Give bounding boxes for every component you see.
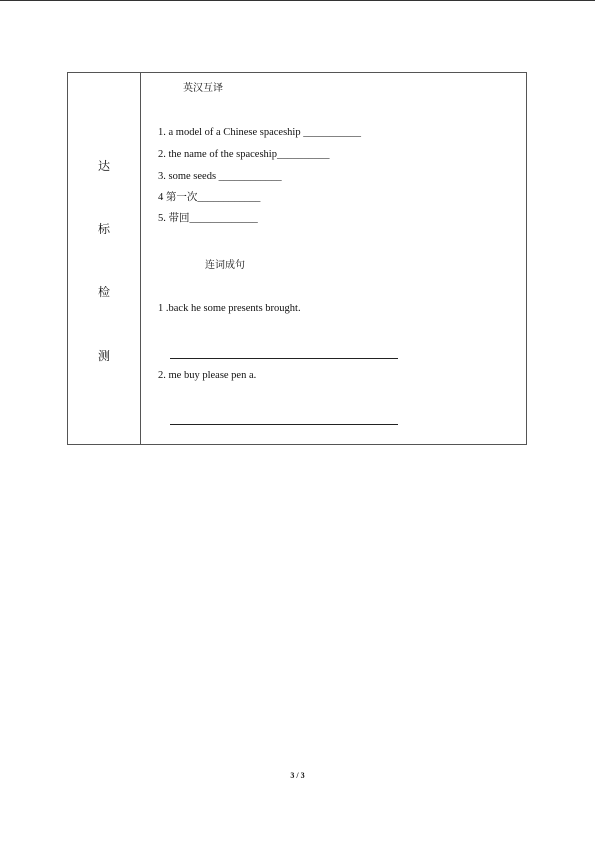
section-heading-translation: 英汉互译 (183, 83, 223, 94)
worksheet-table (67, 72, 527, 445)
page-number: 3 / 3 (290, 771, 305, 780)
translation-item-4: 4 第一次____________ (158, 192, 261, 203)
top-border-rule (0, 0, 595, 1)
sentence-item-1: 1 .back he some presents brought. (158, 303, 301, 314)
side-label-char-2: 标 (97, 222, 110, 236)
sentence-item-2: 2. me buy please pen a. (158, 370, 257, 381)
answer-line-2 (170, 424, 398, 425)
column-divider (140, 73, 141, 444)
translation-item-1: 1. a model of a Chinese spaceship ___________ (158, 127, 361, 138)
section-heading-sentence-building: 连词成句 (205, 260, 245, 271)
translation-item-3: 3. some seeds ____________ (158, 171, 282, 182)
translation-item-2: 2. the name of the spaceship__________ (158, 149, 330, 160)
answer-line-1 (170, 358, 398, 359)
side-label-char-3: 检 (97, 285, 110, 299)
side-label-char-4: 测 (97, 349, 110, 363)
translation-item-5: 5. 带回_____________ (158, 213, 258, 224)
side-label-char-1: 达 (97, 159, 110, 173)
